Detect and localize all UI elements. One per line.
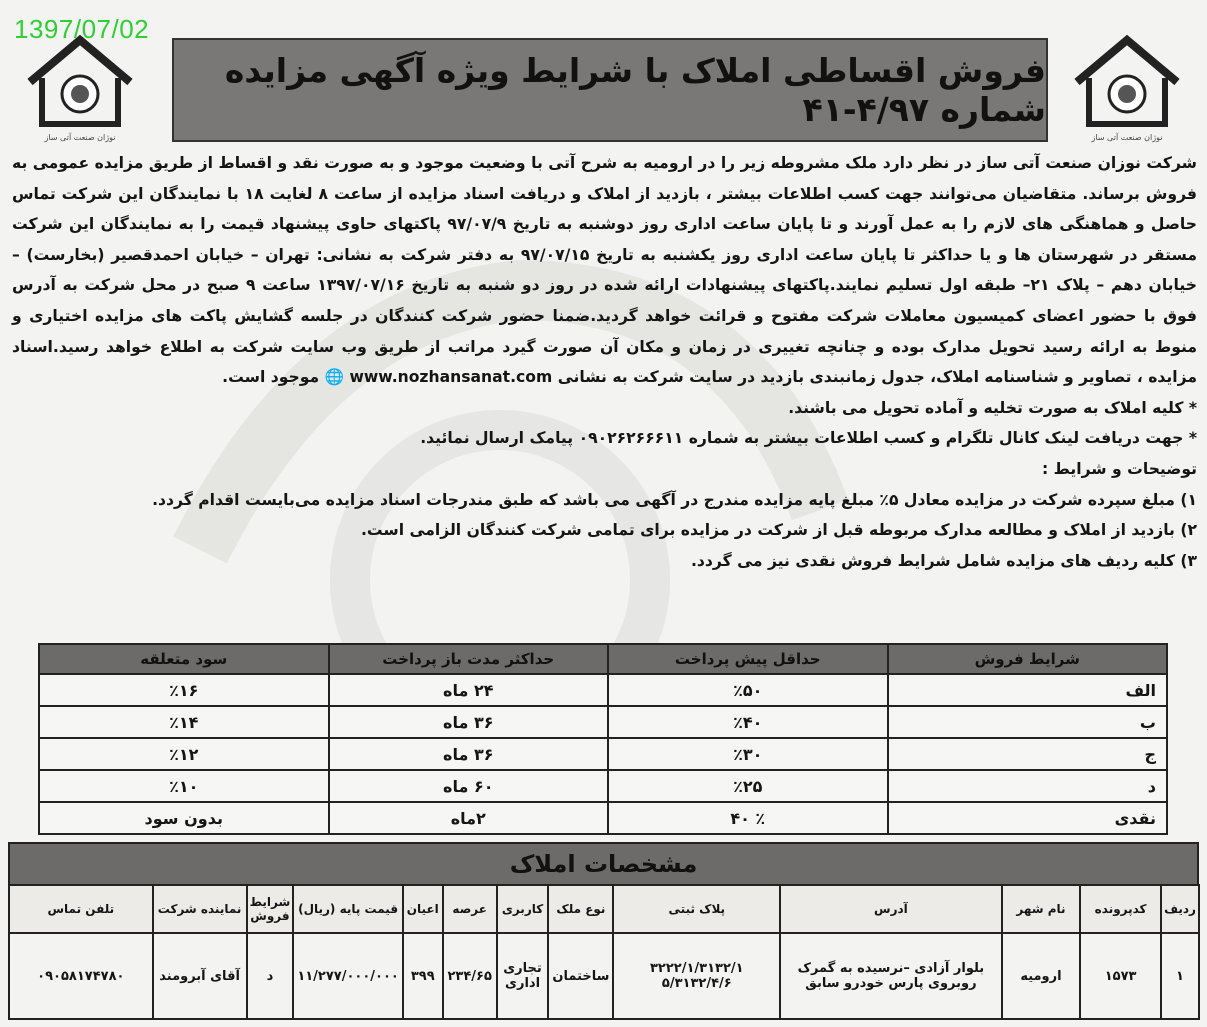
table-row — [39, 674, 1167, 706]
properties-banner — [8, 842, 1199, 886]
table-header-row — [9, 885, 1199, 933]
properties-title: مشخصات املاک — [509, 850, 698, 878]
table-cell: ۳۶ ماه — [329, 738, 609, 770]
announcement-paragraph — [12, 148, 1197, 393]
globe-icon: 🌐 — [324, 368, 345, 387]
table-cell: ۳۶ ماه — [329, 706, 609, 738]
table-cell: آقای آبرومند — [153, 933, 247, 1019]
table-cell: تجاری اداری — [497, 933, 549, 1019]
table-cell: ٪ ۴۰ — [608, 802, 888, 834]
table-row — [39, 802, 1167, 834]
conditions-list — [12, 485, 1197, 577]
company-logo-right — [1067, 32, 1187, 142]
table-cell: ۲۴ ماه — [329, 674, 609, 706]
table-row — [9, 933, 1199, 1019]
paragraph-part2: موجود است. — [222, 368, 320, 387]
table-cell: د — [247, 933, 294, 1019]
table-cell: ٪۵۰ — [608, 674, 888, 706]
column-header: کاربری — [497, 885, 549, 933]
conditions-heading: توضیحات و شرایط : — [1042, 459, 1197, 478]
column-header: نام شهر — [1002, 885, 1081, 933]
column-header: اعیان — [403, 885, 443, 933]
table-cell: ٪۳۰ — [608, 738, 888, 770]
house-logo-icon — [1067, 32, 1187, 127]
announcement-body — [12, 148, 1197, 576]
table-cell: ساختمان — [548, 933, 613, 1019]
table-cell: ۳۹۹ — [403, 933, 443, 1019]
column-header: پلاک ثبتی — [613, 885, 780, 933]
column-header: قیمت پایه (ریال) — [293, 885, 403, 933]
paragraph-part1: شرکت نوزان صنعت آتی ساز در نظر دارد ملک مشروطه زیر را در ارومیه به شرح آتی با وضعیت موجود و به صورت نقد و اقساط از طریق مزایده عمومی به فروش برساند. متقاضیان می‌توانند جهت کسب اطلاعات بیشتر ، بازدید از املاک و دریافت اسناد مزایده از ساعت ۸ لغایت ۱۸ با نمایندگان این شرکت تماس حاصل و هماهنگی های لازم را به عمل آورند و تا پایان ساعت اداری روز دوشنبه به تاریخ ۹۷/۰۷/۹ پاکتهای حاوی پیشنهاد قیمت را به نمایندگان این شرکت مستقر در شهرستان ها و یا حداکثر تا پایان ساعت اداری روز یکشنبه به تاریخ ۹۷/۰۷/۱۵ به دفتر شرکت به نشانی: تهران – خیابان احمدقصیر (بخارست) – خیابان دهم – پلاک ۲۱– طبقه اول تسلیم نمایند.پاکتهای پیشنهادات ارائه شده در روز دو شنبه به تاریخ ۱۳۹۷/۰۷/۱۶ ساعت ۹ صبح در محل شرکت به آدرس فوق با حضور اعضای کمیسیون معاملات شرکت مفتوح و قرائت خواهد گردید.ضمنا حضور شرکت کنندگان در جلسه گشایش پاکت های مزایده اختیاری و منوط به ارائه رسید تحویل مدارک بوده و چنانچه تغییری در زمان و مکان آن صورت گیرد مراتب از طریق وب سایت شرکت به اطلاع خواهد رسید.اسناد مزایده ، تصاویر و شناسنامه املاک، جدول زمانبندی بازدید در سایت شرکت به نشانی — [12, 154, 1198, 387]
table-cell: ٪۱۰ — [39, 770, 329, 802]
table-cell: ۱۱/۲۷۷/۰۰۰/۰۰۰ — [293, 933, 403, 1019]
table-cell: ۰۹۰۵۸۱۷۴۷۸۰ — [9, 933, 153, 1019]
table-cell: بلوار آزادی –نرسیده به گمرک روبروی پارس خودرو سابق — [780, 933, 1002, 1019]
date-stamp: 1397/07/02 — [14, 14, 150, 44]
column-header: نوع ملک — [548, 885, 613, 933]
column-header: عرصه — [443, 885, 497, 933]
header-banner — [172, 38, 1048, 142]
table-header-row — [39, 644, 1167, 674]
table-cell: ارومیه — [1002, 933, 1081, 1019]
table-row — [39, 770, 1167, 802]
table-cell: ٪۴۰ — [608, 706, 888, 738]
column-header: شرایط فروش — [888, 644, 1168, 674]
column-header: حداکثر مدت باز پرداخت — [329, 644, 609, 674]
table-cell: بدون سود — [39, 802, 329, 834]
column-header: تلفن تماس — [9, 885, 153, 933]
condition-item: ۳) کلیه ردیف های مزایده شامل شرایط فروش نقدی نیز می گردد. — [690, 551, 1197, 570]
properties-table — [8, 884, 1200, 1020]
column-header: حداقل پیش پرداخت — [608, 644, 888, 674]
table-row — [39, 738, 1167, 770]
website-link[interactable]: www.nozhansanat.com — [349, 368, 553, 387]
table-row — [39, 706, 1167, 738]
table-cell: ب — [888, 706, 1168, 738]
condition-item: ۲) بازدید از املاک و مطالعه مدارک مربوطه قبل از شرکت در مزایده برای تمامی شرکت کنندگان الزامی است. — [360, 521, 1197, 540]
column-header: نماینده شرکت — [153, 885, 247, 933]
logo-caption: نوژان صنعت آتی ساز — [1091, 133, 1163, 142]
page-title: فروش اقساطی املاک با شرایط ویژه آگهی مزایده شماره ۴/۹۷-۴۱ — [224, 51, 1046, 129]
table-cell: ٪۱۲ — [39, 738, 329, 770]
table-cell: ۱۵۷۳ — [1080, 933, 1161, 1019]
condition-item: ۱) مبلغ سپرده شرکت در مزایده معادل ۵٪ مبلغ پایه مزایده مندرج در آگهی می باشد که طبق مندرجات اسناد مزایده می‌بایست اقدام گردد. — [152, 490, 1197, 509]
column-header: سود متعلقه — [39, 644, 329, 674]
column-header: آدرس — [780, 885, 1002, 933]
table-cell: د — [888, 770, 1168, 802]
company-logo-left — [20, 32, 140, 142]
column-header: ردیف — [1161, 885, 1199, 933]
sale-terms-table — [38, 643, 1168, 835]
table-cell: ٪۲۵ — [608, 770, 888, 802]
column-header: شرایط فروش — [247, 885, 294, 933]
column-header: کدپرونده — [1080, 885, 1161, 933]
logo-caption: نوژان صنعت آتی ساز — [44, 133, 116, 142]
house-logo-icon — [20, 32, 140, 127]
table-cell: الف — [888, 674, 1168, 706]
table-cell: ٪۱۶ — [39, 674, 329, 706]
table-cell: ۳۲۲۲/۱/۳۱۳۲/۱ ۵/۳۱۳۲/۴/۶ — [613, 933, 780, 1019]
note-item: * کلیه املاک به صورت تخلیه و آماده تحویل می باشند. — [788, 398, 1197, 417]
table-cell: ۲ماه — [329, 802, 609, 834]
note-item: * جهت دریافت لینک کانال تلگرام و کسب اطلاعات بیشتر به شماره ۰۹۰۲۶۲۶۶۶۱۱ پیامک ارسال نمائید. — [420, 429, 1197, 448]
table-cell: نقدی — [888, 802, 1168, 834]
table-cell: ۶۰ ماه — [329, 770, 609, 802]
table-cell: ٪۱۴ — [39, 706, 329, 738]
table-cell: ۱ — [1161, 933, 1199, 1019]
table-cell: ۲۳۴/۶۵ — [443, 933, 497, 1019]
table-cell: ج — [888, 738, 1168, 770]
